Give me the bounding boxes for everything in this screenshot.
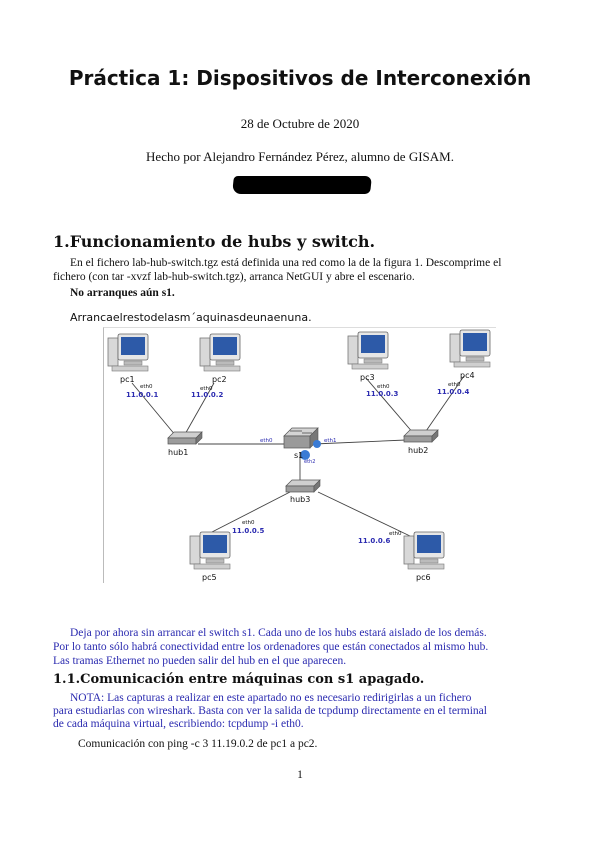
task-line: Comunicación con ping -c 3 11.19.0.2 de pc1 a pc2.: [78, 738, 318, 750]
hub-label-hub1: hub1: [168, 448, 189, 457]
note-line-2: para estudiarlas con wireshark. Basta con ver la salida de tcpdump directamente en el terminal: [53, 705, 487, 717]
host-pc2: [191, 334, 240, 399]
iface-label-pc1: eth0: [140, 384, 153, 390]
iface-label-pc6: eth0: [389, 531, 402, 537]
instruction-line: Arrancaelrestodelasm´aquinasdeunaenuna.: [70, 311, 312, 324]
host-pc6: [358, 531, 444, 582]
ip-label-pc5: 11.0.0.5: [232, 527, 265, 535]
switch-port-eth0: eth0: [260, 438, 273, 444]
host-label-pc2: pc2: [212, 375, 227, 384]
host-pc4: [437, 330, 490, 396]
link-hub3-pc6: [318, 492, 410, 536]
iface-label-pc2: eth0: [200, 386, 213, 392]
body-line-3: Las tramas Ethernet no pueden salir del hub en el que aparecen.: [53, 655, 347, 667]
host-label-pc6: pc6: [416, 573, 431, 582]
host-label-pc4: pc4: [460, 371, 475, 380]
note-line-3: de cada máquina virtual, escribiendo: tcpdump -i eth0.: [53, 718, 304, 730]
ip-label-pc6: 11.0.0.6: [358, 537, 391, 545]
author-line: Hecho por Alejandro Fernández Pérez, alumno de GISAM.: [146, 149, 454, 164]
link-hub3-pc5: [212, 492, 290, 532]
warning-line: No arranques aún s1.: [70, 287, 175, 299]
intro-line-1: En el fichero lab-hub-switch.tgz está definida una red como la de la figura 1. Descomprime el: [70, 257, 502, 269]
ip-label-pc2: 11.0.0.2: [191, 391, 224, 399]
hub-hub2: [404, 430, 438, 455]
switch-s1: [260, 428, 337, 465]
ip-label-pc3: 11.0.0.3: [366, 390, 399, 398]
host-label-pc3: pc3: [360, 373, 375, 382]
page-number: 1: [297, 769, 303, 781]
switch-port-eth1-icon: [313, 440, 321, 448]
iface-label-pc5: eth0: [242, 520, 255, 526]
iface-label-pc3: eth0: [377, 384, 390, 390]
host-label-pc5: pc5: [202, 573, 217, 582]
redacted-signature: [232, 176, 372, 194]
hub-label-hub2: hub2: [408, 446, 429, 455]
section-heading-1: 1.Funcionamiento de hubs y switch.: [53, 232, 376, 251]
body-line-2: Por lo tanto sólo habrá conectividad entre los ordenadores que están conectados al mismo hub.: [53, 641, 489, 653]
host-pc1: [108, 334, 158, 399]
host-pc5: [190, 520, 264, 582]
section-heading-1-1: 1.1.Comunicación entre máquinas con s1 apagado.: [53, 672, 425, 687]
ip-label-pc1: 11.0.0.1: [126, 391, 159, 399]
host-label-pc1: pc1: [120, 375, 135, 384]
body-line-1: Deja por ahora sin arrancar el switch s1. Cada uno de los hubs estará aislado de los demás.: [70, 627, 487, 639]
switch-port-eth1: eth1: [324, 438, 337, 444]
host-pc3: [348, 332, 398, 398]
network-figure: [103, 327, 496, 583]
hub-label-hub3: hub3: [290, 495, 311, 504]
network-diagram: [104, 328, 496, 583]
hub-hub3: [286, 480, 320, 504]
switch-port-eth2: eth2: [304, 459, 316, 465]
document-date: 28 de Octubre de 2020: [240, 116, 360, 131]
link-pc3-hub2: [366, 378, 414, 434]
intro-line-2: fichero (con tar -xvzf lab-hub-switch.tgz), arranca NetGUI y abre el escenario.: [53, 271, 415, 283]
page-title: Práctica 1: Dispositivos de Interconexión: [68, 66, 532, 90]
hub-hub1: [168, 432, 202, 457]
ip-label-pc4: 11.0.0.4: [437, 388, 470, 396]
note-line-1: NOTA: Las capturas a realizar en este apartado no es necesario redirigirlas a un fichero: [70, 692, 472, 704]
switch-label: s1: [294, 451, 304, 460]
iface-label-pc4: eth0: [448, 382, 461, 388]
